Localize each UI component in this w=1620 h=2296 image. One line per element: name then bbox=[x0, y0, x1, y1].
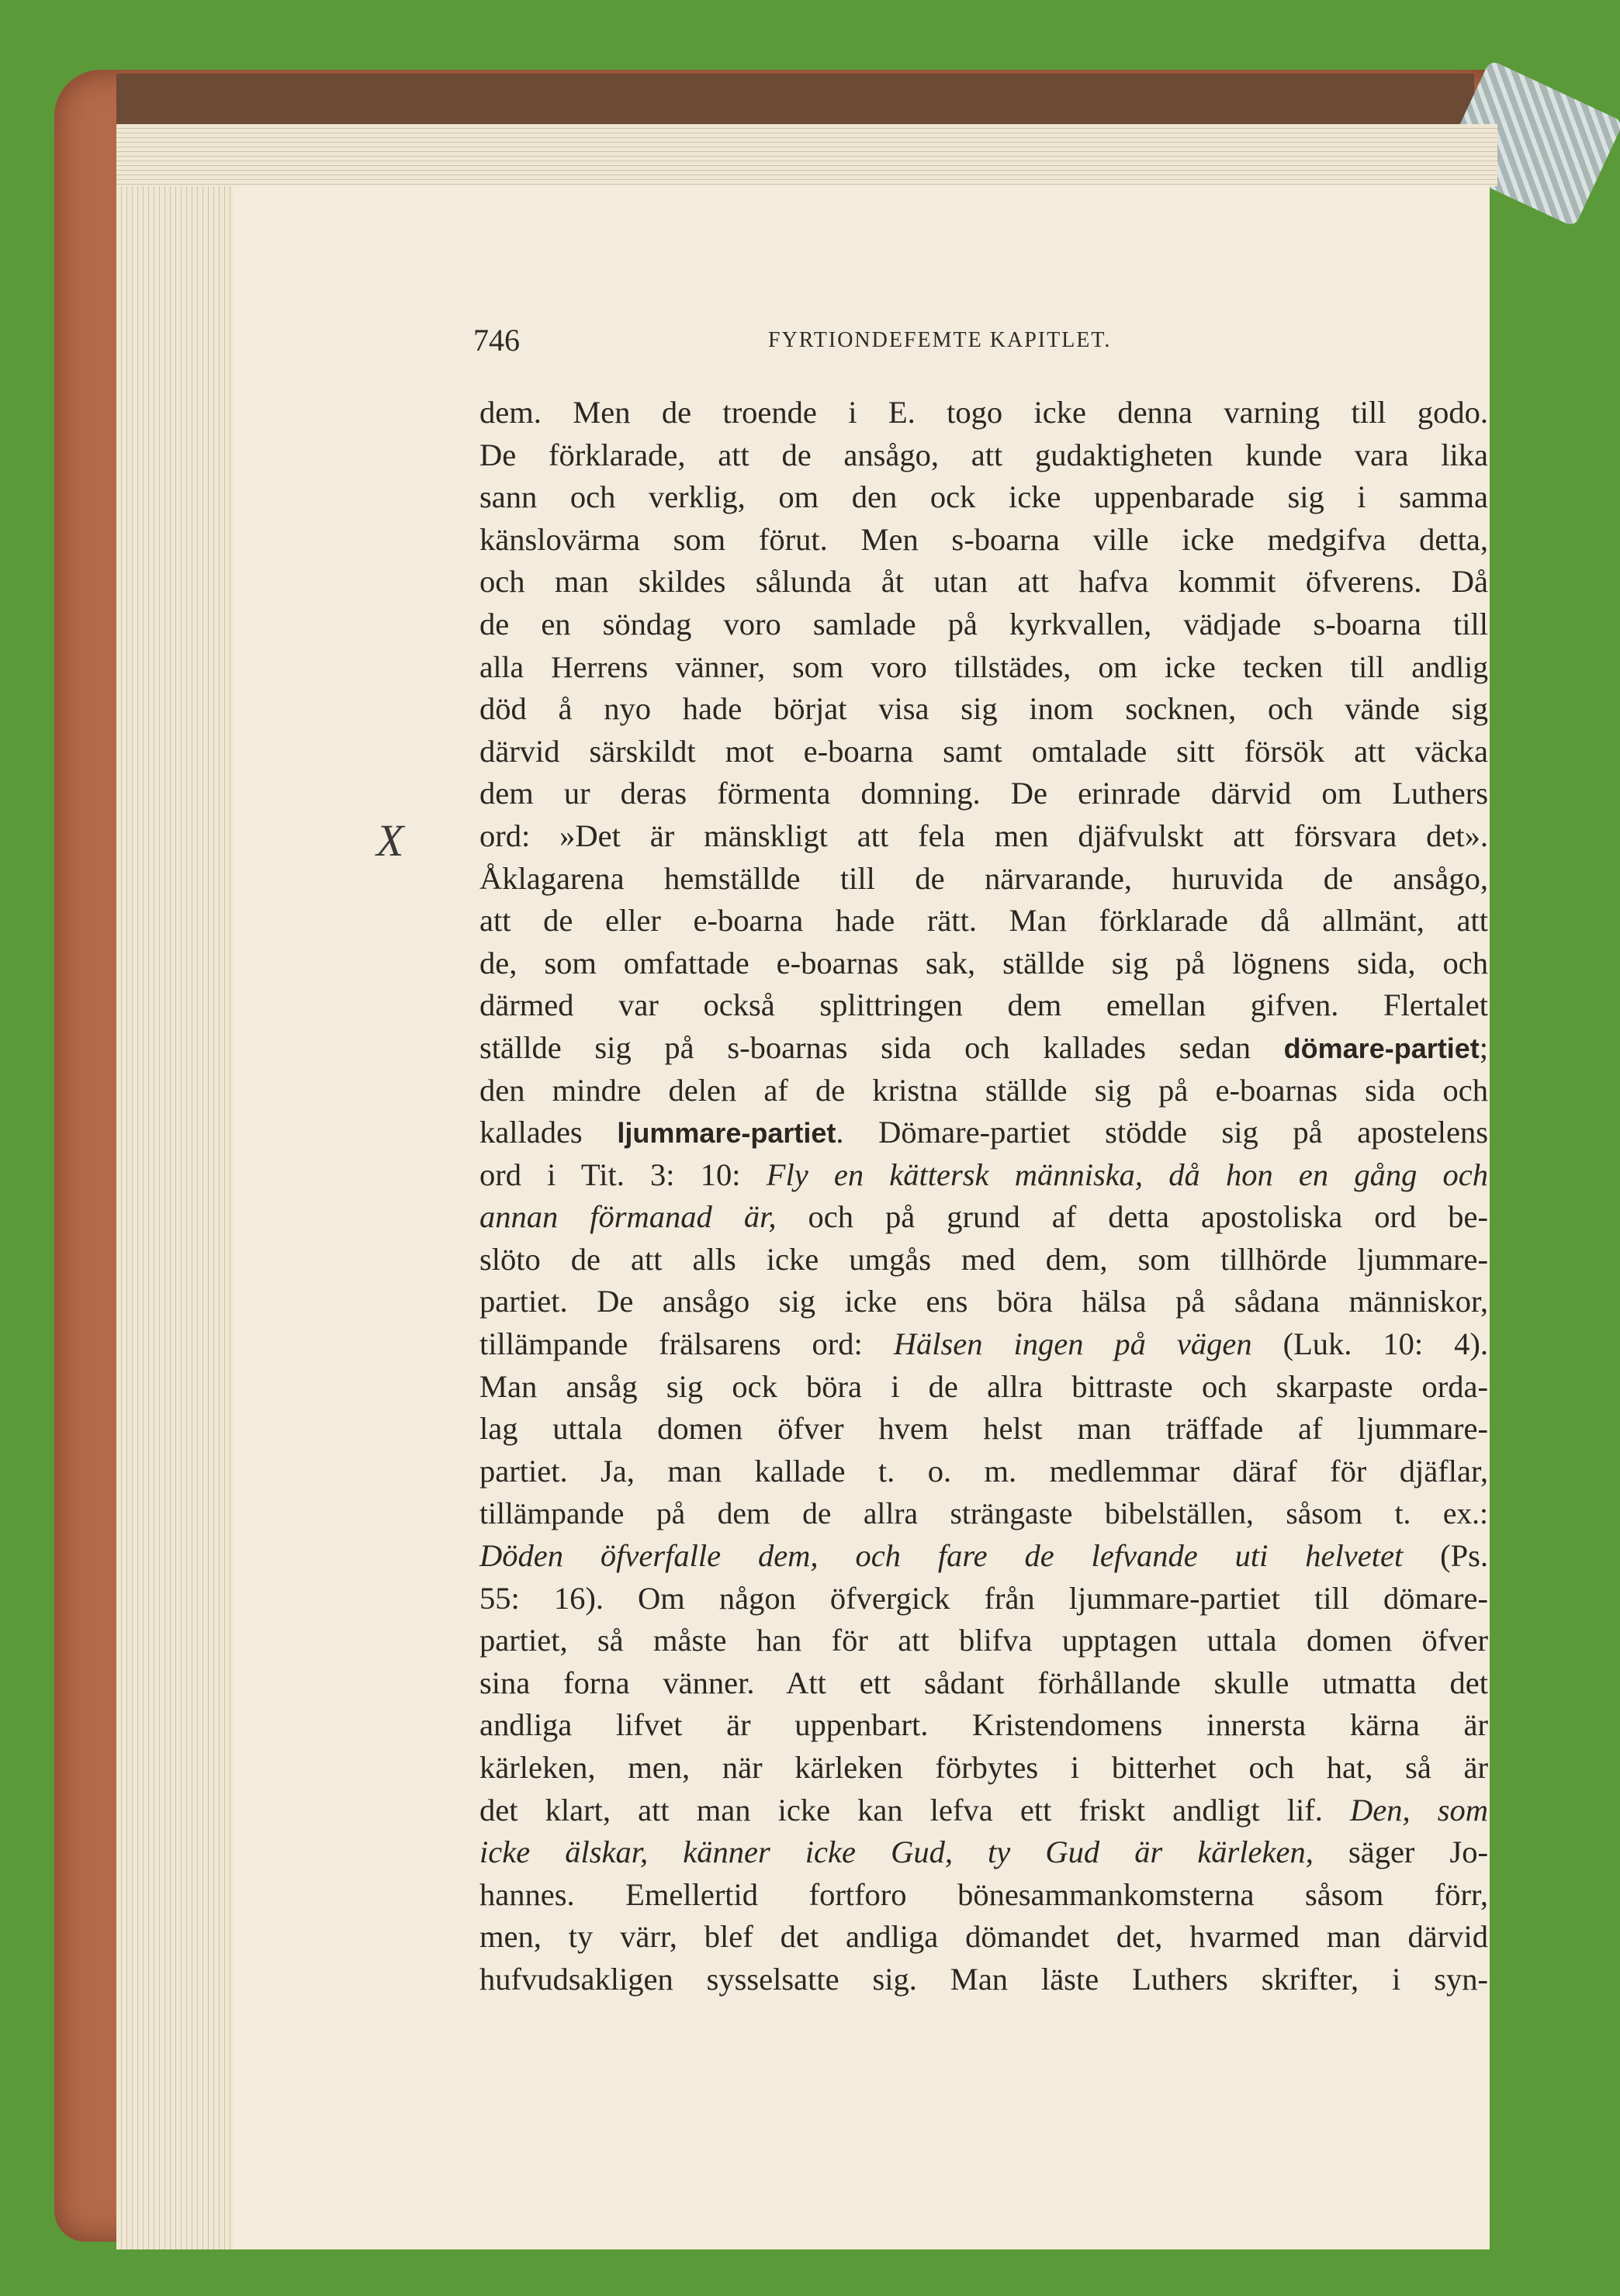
text-line: hufvudsakligen sysselsatte sig. Man läste Luthers skrifter, i syn- bbox=[479, 1961, 1488, 1997]
text-line: sina forna vänner. Att ett sådant förhållande skulle utmatta det bbox=[479, 1665, 1488, 1700]
term-ljummare-partiet: ljummare-partiet bbox=[617, 1117, 836, 1150]
text-run: (Luk. 10: 4). bbox=[1251, 1326, 1488, 1362]
text-line: och man skildes sålunda åt utan att hafva kommit öfverens. Då bbox=[479, 564, 1488, 600]
page-number: 746 bbox=[473, 323, 520, 358]
page-edges-top bbox=[116, 124, 1497, 186]
book-spine-top bbox=[116, 74, 1474, 128]
text-line: att de eller e-boarna hade rätt. Man förklarade då allmänt, att bbox=[479, 903, 1488, 939]
term-domare-partiet: dömare-partiet bbox=[1283, 1032, 1480, 1064]
text-run: det klart, att man icke kan lefva ett friskt andligt lif. bbox=[479, 1792, 1350, 1827]
scripture-quote: annan förmanad är, bbox=[479, 1199, 777, 1235]
text-line: 55: 16). Om någon öfvergick från ljummare-partiet till dömare- bbox=[479, 1580, 1488, 1616]
text-line: dem ur deras förmenta domning. De erinrade därvid om Luthers bbox=[479, 776, 1488, 811]
text-line: den mindre delen af de kristna ställde sig på e-boarnas sida och bbox=[479, 1072, 1488, 1108]
text-run: kallades bbox=[479, 1115, 618, 1150]
text-line bbox=[479, 1112, 1488, 1154]
text-line: De förklarade, att de ansågo, att gudaktigheten kunde vara lika bbox=[479, 437, 1488, 472]
text-line: lag uttala domen öfver hvem helst man träffade af ljummare- bbox=[479, 1411, 1488, 1447]
text-line bbox=[479, 1535, 1488, 1578]
text-line: tillämpande på dem de allra strängaste bibelställen, såsom t. ex.: bbox=[479, 1496, 1488, 1531]
scripture-quote: Hälsen ingen på vägen bbox=[893, 1326, 1252, 1362]
page-edges-left bbox=[116, 124, 233, 2249]
text-run: (Ps. bbox=[1403, 1538, 1488, 1574]
running-head: FYRTIONDEFEMTE KAPITLET. bbox=[768, 328, 1112, 352]
text-run: och på grund af detta apostoliska ord be- bbox=[776, 1199, 1488, 1235]
scripture-quote: Fly en kättersk människa, då hon en gång och bbox=[766, 1157, 1488, 1192]
text-run: ord i Tit. 3: 10: bbox=[479, 1157, 767, 1192]
text-line: slöto de att alls icke umgås med dem, som tillhörde ljummare- bbox=[479, 1241, 1488, 1277]
text-line: alla Herrens vänner, som voro tillstädes, om icke tecken till andlig bbox=[479, 649, 1488, 684]
text-line: partiet, så måste han för att blifva upptagen uttala domen öfver bbox=[479, 1623, 1488, 1658]
text-line: därvid särskildt mot e-boarna samt omtalade sitt försök att väcka bbox=[479, 733, 1488, 769]
text-line: partiet. De ansågo sig icke ens böra hälsa på sådana människor, bbox=[479, 1284, 1488, 1319]
page-header bbox=[473, 322, 1513, 368]
text-line bbox=[479, 1323, 1488, 1366]
text-line: hannes. Emellertid fortforo bönesammankomsterna såsom förr, bbox=[479, 1876, 1488, 1912]
text-line bbox=[479, 1196, 1488, 1239]
text-line bbox=[479, 1831, 1488, 1874]
text-run: säger Jo- bbox=[1313, 1834, 1488, 1870]
text-line: partiet. Ja, man kallade t. o. m. medlemmar däraf för djäflar, bbox=[479, 1453, 1488, 1489]
text-line: dem. Men de troende i E. togo icke denna varning till godo. bbox=[479, 395, 1488, 430]
text-line: kärleken, men, när kärleken förbytes i bitterhet och hat, så är bbox=[479, 1750, 1488, 1785]
text-line: ord: »Det är mänskligt att fela men djäfvulskt att försvara det». bbox=[479, 818, 1488, 853]
text-line: andliga lifvet är uppenbart. Kristendomens innersta kärna är bbox=[479, 1707, 1488, 1743]
handwritten-margin-mark: X bbox=[376, 815, 404, 866]
text-line bbox=[479, 1789, 1488, 1832]
text-line: Man ansåg sig ock böra i de allra bittraste och skarpaste orda- bbox=[479, 1368, 1488, 1404]
text-line bbox=[479, 1154, 1488, 1197]
text-run: . Dömare-partiet stödde sig på apostelens bbox=[836, 1115, 1488, 1150]
text-line: men, ty värr, blef det andliga dömandet det, hvarmed man därvid bbox=[479, 1919, 1488, 1955]
text-line: död å nyo hade börjat visa sig inom socknen, och vände sig bbox=[479, 691, 1488, 727]
text-run: ; bbox=[1479, 1029, 1488, 1065]
text-line: därmed var också splittringen dem emellan gifven. Flertalet bbox=[479, 987, 1488, 1023]
scripture-quote: Den, som bbox=[1350, 1792, 1488, 1827]
text-line: känslovärma som förut. Men s-boarna ville icke medgifva detta, bbox=[479, 521, 1488, 557]
text-line: Åklagarena hemställde till de närvarande, huruvida de ansågo, bbox=[479, 860, 1488, 896]
body-text bbox=[479, 392, 1488, 2001]
text-line bbox=[479, 1027, 1488, 1070]
text-line: sann och verklig, om den ock icke uppenbarade sig i samma bbox=[479, 479, 1488, 515]
scripture-quote: icke älskar, känner icke Gud, ty Gud är kärleken, bbox=[479, 1834, 1314, 1870]
scripture-quote: Döden öfverfalle dem, och fare de lefvande uti helvetet bbox=[479, 1538, 1404, 1574]
text-run: ställde sig på s-boarnas sida och kallades sedan bbox=[479, 1029, 1284, 1065]
text-line: de, som omfattade e-boarnas sak, ställde sig på lögnens sida, och bbox=[479, 945, 1488, 980]
text-line: de en söndag voro samlade på kyrkvallen, vädjade s-boarna till bbox=[479, 606, 1488, 641]
text-run: tillämpande frälsarens ord: bbox=[479, 1326, 894, 1362]
